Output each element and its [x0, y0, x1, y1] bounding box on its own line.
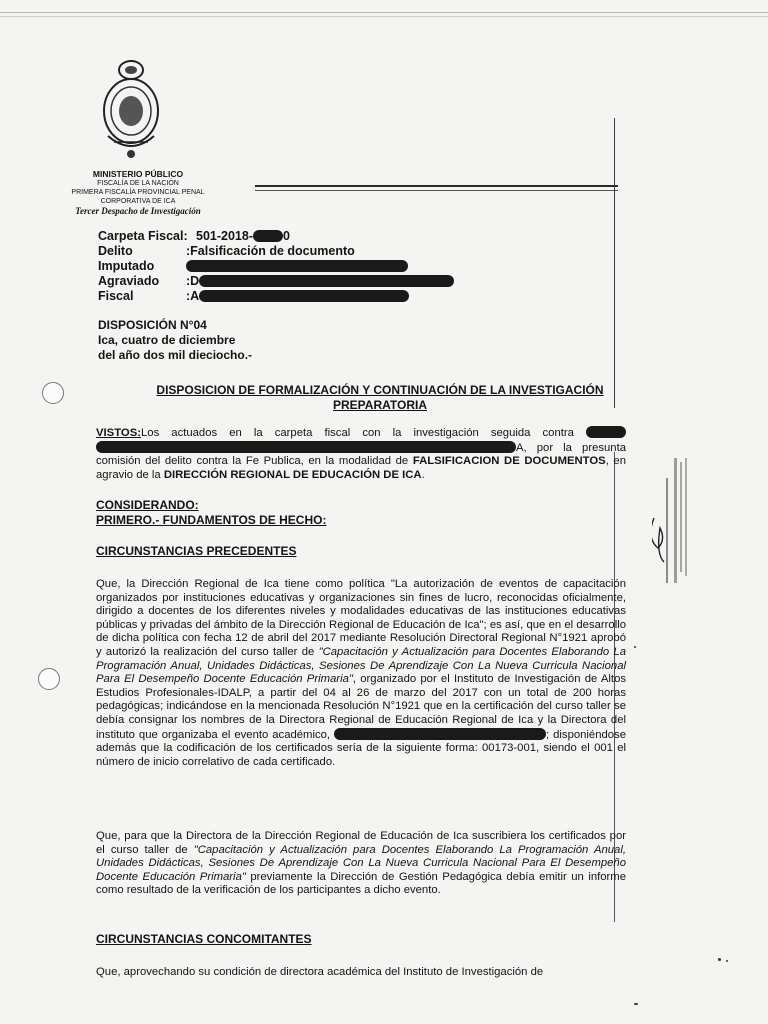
- document-title: [120, 383, 640, 413]
- vistos-label: VISTOS:: [96, 427, 141, 439]
- header-rule: [255, 185, 618, 187]
- redaction-bar: [586, 426, 626, 438]
- punch-hole: [38, 668, 60, 690]
- vistos-text: A, por la: [516, 441, 572, 454]
- carpeta-value: 501-2018-: [196, 229, 253, 243]
- header-rule: [255, 190, 618, 191]
- vistos-end: .: [421, 468, 425, 481]
- paragraph-text: , organizado por el Instituto de Investigación de Altos Estudios Profesionales-IDALP, a partir del 04 al 26 de marzo del 2017 con un total de 200 horas pedagógicas; indicándose en la mencionada Resolución N°1921 que en la certificación del curso taller se debía consignar los nombres de la Directora Regional de Educación Regional de Ica y la Directora del instituto que organizaba el evento académico,: [96, 673, 626, 741]
- primero-heading: PRIMERO.- FUNDAMENTOS DE HECHO:: [96, 513, 327, 527]
- redaction-bar: [253, 230, 283, 242]
- fiscal-value: :A: [186, 289, 200, 303]
- aggrieved-agency: DIRECCIÓN REGIONAL DE EDUCACIÓN DE ICA: [163, 468, 422, 481]
- scan-speck: [634, 1003, 638, 1005]
- redaction-bar: [96, 441, 516, 453]
- institution-line: CORPORATIVA DE ICA: [100, 198, 176, 205]
- title-line: PREPARATORIA: [332, 398, 427, 412]
- scan-edge-line: [0, 16, 768, 17]
- national-seal-icon: [100, 56, 162, 166]
- concomitantes-paragraph: Que, aprovechando su condición de directora académica del Instituto de Investigación de: [96, 966, 544, 978]
- carpeta-label: Carpeta Fiscal:: [98, 229, 188, 243]
- course-title: "Capacitación y Actualización para Docentes Elaborando La Programación Anual, Unidades Didácticas, Sesiones De Aprendizaje Con La Nueva Curricula Nacional Para El Desempeño Docente Educación Primaria": [96, 645, 626, 686]
- delito-value: :Falsificación de documento: [186, 244, 355, 258]
- office-name: Tercer Despacho de Investigación: [75, 206, 201, 216]
- institution-name: MINISTERIO PÚBLICO: [92, 169, 184, 179]
- vistos-text: presunta comisión del delito contra la Fe Publica, en la modalidad de: [96, 441, 626, 468]
- paragraph-text: Que, para que la Directora de la Dirección Regional de Educación de Ica suscribiera los certificados por el curso taller de: [96, 830, 626, 856]
- institution-header: [58, 170, 218, 216]
- precedentes-heading: CIRCUNSTANCIAS PRECEDENTES: [96, 544, 297, 558]
- fiscal-label: Fiscal: [98, 289, 134, 303]
- precedentes-paragraph-2: [96, 830, 626, 898]
- paragraph-text: previamente la Dirección de Gestión Pedagógica debía emitir un informe como resultado de la verificación de los participantes a dicho evento.: [96, 870, 626, 897]
- redaction-bar: [199, 275, 454, 287]
- punch-hole: [42, 382, 64, 404]
- agraviado-label: Agraviado: [98, 274, 160, 288]
- considerando-heading: CONSIDERANDO:: [96, 498, 199, 512]
- scan-edge-line: [0, 12, 768, 13]
- vistos-paragraph: [96, 426, 626, 482]
- carpeta-value-suffix: 0: [283, 229, 290, 243]
- redaction-bar: [199, 290, 409, 302]
- delito-label: Delito: [98, 244, 133, 258]
- redaction-bar: [334, 728, 546, 740]
- institution-line: FISCALÍA DE LA NACIÓN: [97, 180, 179, 187]
- redaction-bar: [186, 260, 408, 272]
- disposition-date-year: del año dos mil dieciocho.-: [98, 348, 253, 362]
- paragraph-text: Que, la Dirección Regional de Ica tiene como política "La autorización de eventos de capacitación organizados por instituciones educativas y organizaciones sin fines de lucro, reconocidas oficialmente, dirigido a docentes de los diferentes niveles y modalidades educativas de las instituciones educativas públicas y privadas del ámbito de la Dirección Regional de Educación de Ica"; es así, que en el desarrollo de dicha política con fecha 12 de abril del 2017 mediante Resolución Directoral Regional N°1921 aprobó y autorizó la realización del curso taller de: [96, 578, 626, 658]
- disposition-number: DISPOSICIÓN N°04: [98, 318, 207, 332]
- course-title: "Capacitación y Actualización para Docentes Elaborando La Programación Anual, Unidades Didácticas, Sesiones De Aprendizaje Con La Nueva Curricula Nacional Para El Desempeño Docente Educación Primaria": [96, 843, 626, 883]
- scan-speck: [726, 960, 728, 962]
- scan-speck: [634, 646, 636, 648]
- vistos-text: Los actuados en la carpeta fiscal con la investigación seguida contra: [141, 427, 574, 439]
- institution-line: PRIMERA FISCALÍA PROVINCIAL PENAL: [71, 189, 205, 196]
- title-line: DISPOSICION DE FORMALIZACIÓN Y CONTINUACIÓN DE LA INVESTIGACIÓN: [156, 383, 604, 397]
- margin-stamp-signature: [652, 458, 692, 588]
- crime-type: FALSIFICACION DE DOCUMENTOS: [412, 455, 606, 468]
- paragraph-text: ; disponiéndose además que la codificación de los certificados sería de la siguiente forma: 00173-001, siendo el 001 el número de inicio correlativo de cada certificado.: [96, 728, 626, 768]
- imputado-label: Imputado: [98, 259, 155, 273]
- precedentes-paragraph-1: [96, 578, 626, 769]
- vistos-text: , en agravio de la: [96, 455, 627, 481]
- disposition-date: Ica, cuatro de diciembre: [98, 333, 236, 347]
- agraviado-value: :D: [186, 274, 200, 288]
- scan-artifact-line: [614, 118, 615, 408]
- disposition-block: [98, 318, 252, 363]
- scan-speck: [718, 958, 721, 961]
- concomitantes-heading: CIRCUNSTANCIAS CONCOMITANTES: [96, 932, 312, 946]
